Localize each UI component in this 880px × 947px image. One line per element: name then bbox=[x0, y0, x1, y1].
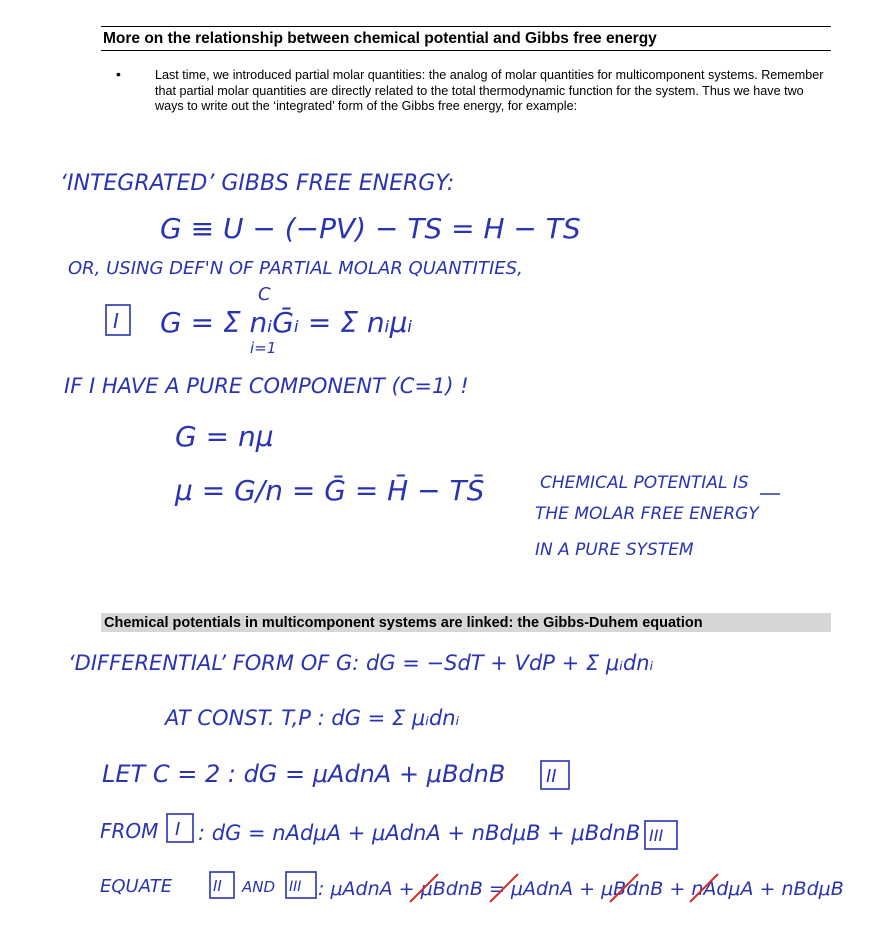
note-from: FROM bbox=[100, 819, 159, 843]
label-III: III bbox=[649, 826, 664, 845]
note-differential-form: ‘DIFFERENTIAL’ FORM OF G: dG = −SdT + VdP + Σ μᵢdnᵢ bbox=[68, 651, 654, 675]
note-equate: EQUATE bbox=[100, 876, 173, 897]
section-heading-2: Chemical potentials in multicomponent systems are linked: the Gibbs-Duhem equation bbox=[104, 615, 703, 631]
note-const-tp: AT CONST. T,P : dG = Σ μᵢdnᵢ bbox=[165, 706, 460, 730]
note-g-equals-h-ts: G ≡ U − (−PV) − TS = H − TS bbox=[160, 212, 581, 245]
note-and: AND bbox=[242, 878, 276, 896]
note-g-equals-n-mu: G = nμ bbox=[175, 420, 274, 453]
note-pure-system: IN A PURE SYSTEM bbox=[535, 540, 694, 560]
note-pure-component: IF I HAVE A PURE COMPONENT (C=1) ! bbox=[64, 374, 469, 398]
note-using-definition: OR, USING DEF'N OF PARTIAL MOLAR QUANTITIES, bbox=[68, 258, 523, 279]
label-II-ref: II bbox=[213, 877, 222, 895]
note-mu-equals-molar-g: μ = G/n = Ḡ = H̄ − TS̄ bbox=[175, 474, 485, 507]
section-heading-1: More on the relationship between chemical potential and Gibbs free energy bbox=[103, 30, 657, 47]
sum-upper-limit: C bbox=[258, 284, 271, 305]
note-g-sum-ni-mui: G = Σ nᵢḠᵢ = Σ nᵢμᵢ bbox=[160, 306, 413, 339]
sum-lower-limit: i=1 bbox=[250, 339, 277, 357]
note-molar-free-energy: THE MOLAR FREE ENERGY bbox=[535, 504, 759, 524]
note-equated-expression: : μAdnA + μBdnB = μAdnA + μBdnB + nAdμA + nBdμB bbox=[318, 878, 844, 900]
note-let-c-2: LET C = 2 : dG = μAdnA + μBdnB bbox=[102, 760, 506, 788]
label-III-ref: III bbox=[289, 879, 302, 895]
note-chemical-potential-is: CHEMICAL POTENTIAL IS bbox=[540, 473, 749, 493]
label-I: I bbox=[113, 309, 119, 333]
note-integrated-gibbs: ‘INTEGRATED’ GIBBS FREE ENERGY: bbox=[60, 171, 455, 196]
label-II: II bbox=[546, 766, 557, 787]
note-dg-expanded: : dG = nAdμA + μAdnA + nBdμB + μBdnB bbox=[198, 821, 641, 845]
label-I-ref: I bbox=[175, 819, 181, 840]
bullet-paragraph: Last time, we introduced partial molar quantities: the analog of molar quantities for multicomponent systems. Remember that partial molar quantities are directly related to the total thermodynamic function for the system. Thus we have two ways to write out the ‘integrated’ form of the Gibbs free energy, for example: bbox=[155, 68, 824, 114]
bullet-icon: • bbox=[116, 66, 121, 82]
